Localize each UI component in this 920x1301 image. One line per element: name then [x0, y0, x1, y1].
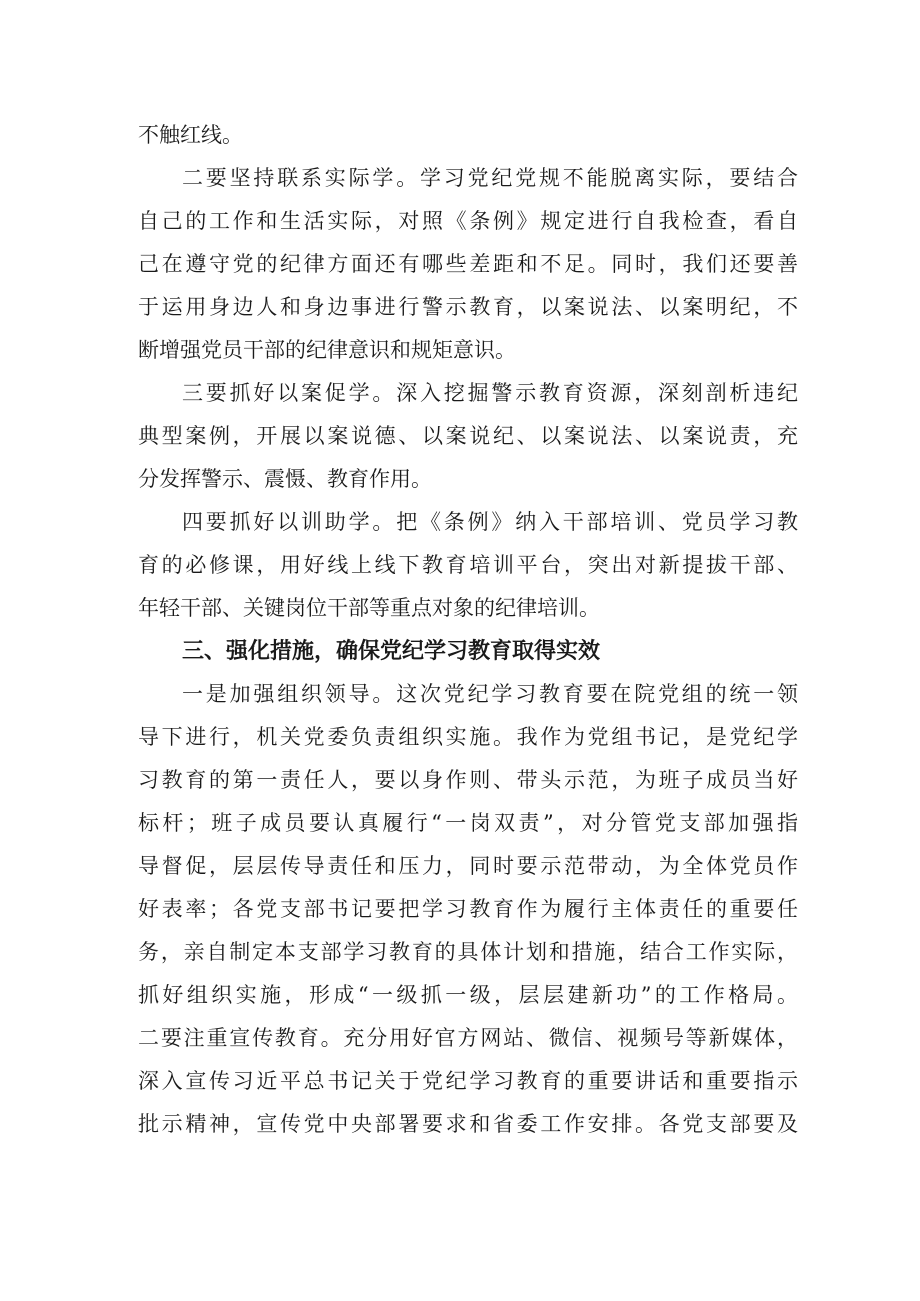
text-line: 深入宣传习近平总书记关于党纪学习教育的重要讲话和重要指示: [138, 1069, 798, 1093]
text-line: 习教育的第一责任人，要以身作则、带头示范，为班子成员当好: [138, 768, 798, 792]
text-line: 导督促，层层传导责任和压力，同时要示范带动，为全体党员作: [138, 854, 798, 878]
text-line: 己在遵守党的纪律方面还有哪些差距和不足。同时，我们还要善: [138, 252, 798, 276]
paragraph-start-line: 三要抓好以案促学。深入挖掘警示教育资源，深刻剖析违纪: [182, 381, 798, 405]
text-line: 导下进行，机关党委负责组织实施。我作为党组书记，是党纪学: [138, 725, 798, 749]
text-line: 分发挥警示、震慑、教育作用。: [138, 467, 432, 491]
text-line: 批示精神，宣传党中央部署要求和省委工作安排。各党支部要及: [138, 1112, 798, 1136]
text-line: 抓好组织实施，形成“一级抓一级，层层建新功”的工作格局。: [138, 983, 798, 1007]
text-line: 育的必修课，用好线上线下教育培训平台，突出对新提拔干部、: [138, 553, 798, 577]
text-line: 于运用身边人和身边事进行警示教育，以案说法、以案明纪，不: [138, 295, 798, 319]
text-line: 二要注重宣传教育。充分用好官方网站、微信、视频号等新媒体，: [138, 1026, 798, 1050]
text-line: 务，亲自制定本支部学习教育的具体计划和措施，结合工作实际，: [138, 940, 798, 964]
text-line: 自己的工作和生活实际，对照《条例》规定进行自我检查，看自: [138, 209, 798, 233]
paragraph-start-line: 四要抓好以训助学。把《条例》纳入干部培训、党员学习教: [182, 510, 798, 534]
section-heading: 三、强化措施，确保党纪学习教育取得实效: [182, 639, 601, 664]
text-line: 断增强党员干部的纪律意识和规矩意识。: [138, 338, 516, 362]
text-line: 年轻干部、关键岗位干部等重点对象的纪律培训。: [138, 596, 600, 620]
document-body: [138, 114, 798, 1146]
paragraph-start-line: 二要坚持联系实际学。学习党纪党规不能脱离实际，要结合: [182, 166, 798, 190]
text-line: 好表率；各党支部书记要把学习教育作为履行主体责任的重要任: [138, 897, 798, 921]
text-line: 不触红线。: [138, 123, 243, 147]
text-line: 标杆；班子成员要认真履行“一岗双责”，对分管党支部加强指: [138, 811, 798, 835]
paragraph-start-line: 一是加强组织领导。这次党纪学习教育要在院党组的统一领: [182, 682, 798, 706]
text-line: 典型案例，开展以案说德、以案说纪、以案说法、以案说责，充: [138, 424, 798, 448]
